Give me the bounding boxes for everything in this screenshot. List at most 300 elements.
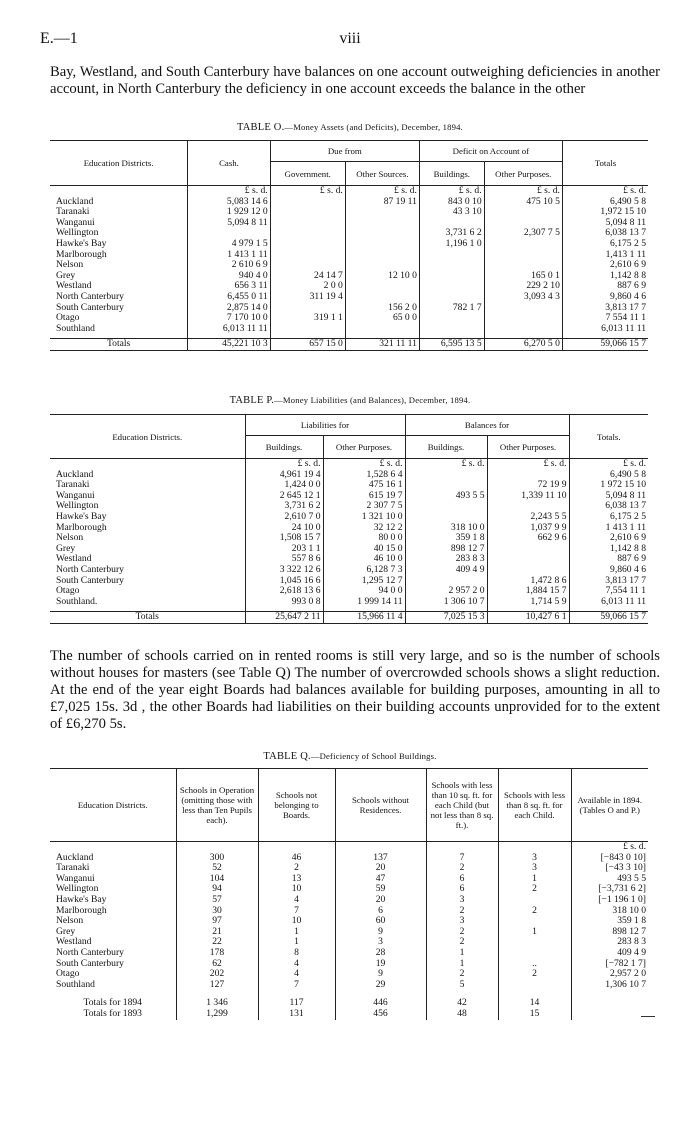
- table-cell: 1,424 0 0: [245, 480, 323, 491]
- table-cell: 178: [176, 948, 258, 959]
- table-o-caption: TABLE O.—Money Assets (and Deficits), December, 1894.: [236, 122, 463, 133]
- table-cell: 6,490 5 8: [569, 470, 648, 481]
- table-cell: 6,038 13 7: [569, 501, 648, 512]
- district-name: Otago: [56, 585, 80, 597]
- table-cell: 156 2 0: [345, 303, 419, 314]
- table-cell: 24 14 7: [270, 271, 345, 282]
- district-name: North Canterbury: [56, 946, 124, 958]
- table-q-header-no-residences: Schools without Residences.: [335, 769, 426, 842]
- unit-label: £ s. d.: [484, 186, 562, 197]
- table-cell: 311 19 4: [270, 292, 345, 303]
- table-cell: 7,554 11 1: [569, 586, 648, 597]
- table-q-header-district: Education Districts.: [77, 800, 148, 810]
- table-cell: [405, 512, 487, 523]
- table-p-caption: TABLE P.—Money Liabilities (and Balances), December, 1894.: [229, 395, 471, 406]
- table-cell: 24 10 0: [245, 523, 323, 534]
- page-end-rule: [641, 1016, 655, 1017]
- table-row: [50, 250, 648, 261]
- table-cell: 887 6 9: [562, 281, 648, 292]
- table-row: [50, 853, 648, 864]
- table-cell: 3: [426, 916, 498, 927]
- table-cell: 28: [335, 948, 426, 959]
- table-row: [50, 916, 648, 927]
- table-cell: 6: [426, 874, 498, 885]
- table-cell: 6,013 11 11: [569, 597, 648, 612]
- table-cell: 5: [426, 980, 498, 999]
- district-name: Southland: [56, 322, 95, 334]
- unit-label: £ s. d.: [270, 186, 345, 197]
- table-o-total-cell: 45,221 10 3: [188, 339, 270, 351]
- table-cell: 104: [176, 874, 258, 885]
- table-cell: 5,083 14 6: [188, 197, 270, 208]
- table-row: [50, 197, 648, 208]
- table-cell: [270, 207, 345, 218]
- table-cell: 4: [258, 959, 335, 970]
- table-cell: 283 8 3: [405, 554, 487, 565]
- district-name: Otago: [56, 312, 80, 324]
- table-cell: 9: [335, 927, 426, 938]
- table-cell: 1: [426, 959, 498, 970]
- table-cell: 1,339 11 10: [487, 491, 569, 502]
- table-cell: 6,175 2 5: [569, 512, 648, 523]
- table-cell: 3,813 17 7: [569, 576, 648, 587]
- district-name: Wanganui: [56, 216, 95, 228]
- table-q-caption: TABLE Q.—Deficiency of School Buildings.: [263, 751, 437, 762]
- table-cell: 1,884 15 7: [487, 586, 569, 597]
- table-cell: 2,243 5 5: [487, 512, 569, 523]
- table-cell: 6,128 7 3: [323, 565, 405, 576]
- table-cell: 1,037 9 9: [487, 523, 569, 534]
- unit-label: £ s. d.: [487, 459, 569, 470]
- table-cell: 203 1 1: [245, 544, 323, 555]
- district-name: Grey: [56, 542, 76, 554]
- table-cell: 2: [498, 969, 571, 980]
- table-cell: 59: [335, 884, 426, 895]
- table-cell: 3,093 4 3: [484, 292, 562, 303]
- report-code: E.—1: [40, 30, 78, 47]
- table-cell: 2,875 14 0: [188, 303, 270, 314]
- table-cell: [419, 281, 484, 292]
- table-cell: [270, 250, 345, 261]
- table-cell: [345, 228, 419, 239]
- table-o-header-due: Due from: [270, 141, 419, 162]
- unit-label: £ s. d.: [345, 186, 419, 197]
- table-o-header-other-purposes: Other Purposes.: [484, 162, 562, 186]
- unit-label: £ s. d.: [245, 459, 323, 470]
- table-cell: [484, 239, 562, 250]
- table-o-total-cell: 6,595 13 5: [419, 339, 484, 351]
- table-cell: [345, 292, 419, 303]
- table-o: [50, 140, 648, 351]
- district-name: Nelson: [56, 915, 84, 927]
- unit-label: £ s. d.: [569, 459, 648, 470]
- table-o-total-cell: 321 11 11: [345, 339, 419, 351]
- table-p-total-cell: 25,647 2 11: [245, 612, 323, 624]
- table-cell: 57: [176, 895, 258, 906]
- table-cell: 1,045 16 6: [245, 576, 323, 587]
- table-cell: [270, 239, 345, 250]
- table-cell: [484, 313, 562, 324]
- table-cell: [419, 250, 484, 261]
- table-o-header-district: Education Districts.: [83, 158, 154, 168]
- table-cell: [270, 197, 345, 208]
- table-cell: 21: [176, 927, 258, 938]
- table-cell: 898 12 7: [405, 544, 487, 555]
- table-cell: [498, 980, 571, 999]
- table-cell: 6,013 11 11: [188, 324, 270, 339]
- table-cell: 1 999 14 11: [323, 597, 405, 612]
- table-row: [50, 948, 648, 959]
- table-o-total-cell: 59,066 15 7: [562, 339, 648, 351]
- table-q-header-not-belonging: Schools not belonging to Boards.: [258, 769, 335, 842]
- table-cell: 5,094 8 11: [569, 491, 648, 502]
- table-cell: 1,528 6 4: [323, 470, 405, 481]
- table-p-header-balances: Balances for: [405, 415, 569, 436]
- table-cell: 52: [176, 863, 258, 874]
- table-cell: 7 170 10 0: [188, 313, 270, 324]
- table-cell: [498, 937, 571, 948]
- table-cell: [487, 544, 569, 555]
- district-name: Westland: [56, 280, 92, 292]
- table-cell: 940 4 0: [188, 271, 270, 282]
- unit-label: £ s. d.: [562, 186, 648, 197]
- table-row: [50, 292, 648, 303]
- table-cell: 1 413 1 11: [569, 523, 648, 534]
- table-p-header-liab-other: Other Purposes.: [323, 436, 405, 459]
- table-cell: 1,972 15 10: [562, 207, 648, 218]
- table-row: [50, 554, 648, 565]
- table-cell: [419, 271, 484, 282]
- table-cell: 318 10 0: [571, 906, 648, 917]
- table-cell: 2: [426, 927, 498, 938]
- district-name: Nelson: [56, 532, 84, 544]
- table-p-header-bal-buildings: Buildings.: [405, 436, 487, 459]
- table-row: [50, 959, 648, 970]
- table-row: [50, 533, 648, 544]
- district-name: Hawke's Bay: [56, 237, 107, 249]
- table-cell: 43 3 10: [419, 207, 484, 218]
- table-cell: 3,731 6 2: [245, 501, 323, 512]
- district-name: Marlborough: [56, 904, 107, 916]
- table-cell: 456: [335, 1009, 426, 1020]
- table-cell: 42: [426, 998, 498, 1009]
- table-cell: 4: [258, 895, 335, 906]
- district-name: Wanganui: [56, 872, 95, 884]
- table-cell: 19: [335, 959, 426, 970]
- table-cell: 80 0 0: [323, 533, 405, 544]
- table-cell: [270, 228, 345, 239]
- table-cell: [345, 207, 419, 218]
- table-cell: 2,618 13 6: [245, 586, 323, 597]
- table-cell: 6: [335, 906, 426, 917]
- table-cell: 20: [335, 895, 426, 906]
- district-name: Auckland: [56, 468, 94, 480]
- table-row: [50, 565, 648, 576]
- table-cell: 1: [258, 937, 335, 948]
- table-o-header-cash: Cash.: [188, 141, 270, 186]
- table-cell: [345, 239, 419, 250]
- table-row: [50, 491, 648, 502]
- table-row: [50, 874, 648, 885]
- table-cell: 46 10 0: [323, 554, 405, 565]
- table-cell: 8: [258, 948, 335, 959]
- table-cell: 30: [176, 906, 258, 917]
- table-cell: 94 0 0: [323, 586, 405, 597]
- table-row: [50, 884, 648, 895]
- district-name: Wellington: [56, 227, 99, 239]
- table-cell: [345, 324, 419, 339]
- district-name: Southland: [56, 978, 95, 990]
- table-cell: 6,175 2 5: [562, 239, 648, 250]
- table-cell: [498, 895, 571, 906]
- table-cell: 1,142 8 8: [569, 544, 648, 555]
- table-cell: 493 5 5: [571, 874, 648, 885]
- table-cell: [345, 281, 419, 292]
- table-cell: 898 12 7: [571, 927, 648, 938]
- table-cell: 1,413 1 11: [562, 250, 648, 261]
- district-name: Hawke's Bay: [56, 893, 107, 905]
- table-cell: 4,961 19 4: [245, 470, 323, 481]
- table-cell: 2: [426, 863, 498, 874]
- table-cell: 1,714 5 9: [487, 597, 569, 612]
- table-cell: 656 3 11: [188, 281, 270, 292]
- table-cell: 1,508 15 7: [245, 533, 323, 544]
- table-row: [50, 895, 648, 906]
- table-cell: 13: [258, 874, 335, 885]
- intro-paragraph: Bay, Westland, and South Canterbury have balances on one account outweighing deficiencies in another account, in North Canterbury the deficiency in one account exceeds the balance in the other: [50, 64, 660, 97]
- district-name: South Canterbury: [56, 957, 124, 969]
- table-cell: 359 1 8: [405, 533, 487, 544]
- district-name: Taranaki: [56, 206, 90, 218]
- table-q: [50, 768, 648, 1020]
- table-cell: [270, 218, 345, 229]
- table-cell: [498, 948, 571, 959]
- table-p-header-liab-buildings: Buildings.: [245, 436, 323, 459]
- table-cell: [−3,731 6 2]: [571, 884, 648, 895]
- table-q-header-less-8sqft: Schools with less than 8 sq. ft. for each Child.: [498, 769, 571, 842]
- table-q-header-less-10sqft: Schools with less than 10 sq. ft. for each Child (but not less than 8 sq. ft.).: [426, 769, 498, 842]
- table-cell: 4 979 1 5: [188, 239, 270, 250]
- table-row: [50, 239, 648, 250]
- table-cell: 97: [176, 916, 258, 927]
- table-cell: 1 929 12 0: [188, 207, 270, 218]
- table-row: [50, 937, 648, 948]
- table-o-totals-label: Totals: [106, 338, 131, 350]
- table-cell: 20: [335, 863, 426, 874]
- table-cell: 2 610 6 9: [188, 260, 270, 271]
- table-cell: 32 12 2: [323, 523, 405, 534]
- page-number: viii: [339, 30, 361, 47]
- table-row: [50, 597, 648, 612]
- table-cell: [487, 565, 569, 576]
- table-cell: 47: [335, 874, 426, 885]
- table-cell: 65 0 0: [345, 313, 419, 324]
- table-cell: 2 307 7 5: [323, 501, 405, 512]
- table-cell: 2,957 2 0: [571, 969, 648, 980]
- table-row: [50, 863, 648, 874]
- table-row: [50, 303, 648, 314]
- table-cell: 1 413 1 11: [188, 250, 270, 261]
- table-row: [50, 324, 648, 339]
- table-cell: 131: [258, 1009, 335, 1020]
- table-cell: 1,472 8 6: [487, 576, 569, 587]
- unit-label: £ s. d.: [419, 186, 484, 197]
- district-name: Grey: [56, 269, 76, 281]
- table-q-header-available: Available in 1894. (Tables O and P.): [571, 769, 648, 842]
- table-cell: 7: [258, 980, 335, 999]
- table-p-totals-label: Totals: [135, 611, 159, 623]
- table-cell: 2,307 7 5: [484, 228, 562, 239]
- table-cell: [484, 324, 562, 339]
- table-cell: 137: [335, 853, 426, 864]
- district-name: North Canterbury: [56, 563, 124, 575]
- table-totals-row: [50, 1009, 648, 1020]
- table-cell: [484, 250, 562, 261]
- table-cell: ..: [498, 959, 571, 970]
- table-cell: 557 8 6: [245, 554, 323, 565]
- table-cell: [571, 998, 648, 1009]
- table-cell: 3: [498, 863, 571, 874]
- table-cell: 6,455 0 11: [188, 292, 270, 303]
- table-cell: 2: [498, 884, 571, 895]
- table-cell: [270, 324, 345, 339]
- table-cell: 615 19 7: [323, 491, 405, 502]
- district-name: Auckland: [56, 195, 94, 207]
- table-p-total-cell: 10,427 6 1: [487, 612, 569, 624]
- district-name: Totals for 1893: [83, 1007, 142, 1019]
- table-cell: 94: [176, 884, 258, 895]
- table-p-header-bal-other: Other Purposes.: [487, 436, 569, 459]
- table-cell: 10: [258, 916, 335, 927]
- unit-label: £ s. d.: [323, 459, 405, 470]
- table-cell: 843 0 10: [419, 197, 484, 208]
- table-cell: 3: [498, 853, 571, 864]
- district-name: Westland: [56, 936, 92, 948]
- table-cell: 2 957 2 0: [405, 586, 487, 597]
- table-o-total-cell: 657 15 0: [270, 339, 345, 351]
- table-cell: 446: [335, 998, 426, 1009]
- table-cell: 60: [335, 916, 426, 927]
- table-o-header-government: Government.: [270, 162, 345, 186]
- page-header: [40, 30, 660, 50]
- table-cell: [−43 3 10]: [571, 863, 648, 874]
- district-name: Otago: [56, 968, 80, 980]
- table-p-header-totals: Totals.: [569, 415, 648, 459]
- table-cell: 1 306 10 7: [405, 597, 487, 612]
- table-cell: 15: [498, 1009, 571, 1020]
- table-cell: 5,094 8 11: [188, 218, 270, 229]
- table-cell: 1,306 10 7: [571, 980, 648, 999]
- table-cell: [419, 324, 484, 339]
- table-cell: 2 645 12 1: [245, 491, 323, 502]
- table-row: [50, 512, 648, 523]
- body-paragraph: The number of schools carried on in rented rooms is still very large, and so is the number of schools without houses for masters (see Table Q) The number of overcrowded schools shows a slight reduction. At the end of the year eight Boards had balances available for building purposes, amounting in all to £7,025 15s. 3d , the other Boards had liabilities on their building accounts unprovided for to the extent of £6,270 5s.: [50, 648, 660, 732]
- table-cell: 14: [498, 998, 571, 1009]
- table-p: [50, 414, 648, 624]
- table-cell: 409 4 9: [571, 948, 648, 959]
- district-name: Westland: [56, 553, 92, 565]
- table-cell: 7: [258, 906, 335, 917]
- table-cell: 2,610 7 0: [245, 512, 323, 523]
- table-cell: 493 5 5: [405, 491, 487, 502]
- table-cell: [405, 501, 487, 512]
- table-cell: [405, 470, 487, 481]
- table-cell: 9,860 4 6: [562, 292, 648, 303]
- table-cell: [419, 260, 484, 271]
- district-name: Auckland: [56, 851, 94, 863]
- table-cell: 475 10 5: [484, 197, 562, 208]
- table-row: [50, 207, 648, 218]
- district-name: Grey: [56, 925, 76, 937]
- unit-label: £ s. d.: [188, 186, 270, 197]
- table-cell: 782 1 7: [419, 303, 484, 314]
- table-cell: 3,813 17 7: [562, 303, 648, 314]
- table-o-header-buildings: Buildings.: [419, 162, 484, 186]
- table-cell: [345, 218, 419, 229]
- table-cell: 229 2 10: [484, 281, 562, 292]
- district-name: South Canterbury: [56, 301, 124, 313]
- table-cell: 318 10 0: [405, 523, 487, 534]
- table-cell: [571, 1009, 648, 1020]
- table-cell: 117: [258, 998, 335, 1009]
- table-p-total-cell: 59,066 15 7: [569, 612, 648, 624]
- table-row: [50, 969, 648, 980]
- table-cell: 2: [426, 937, 498, 948]
- table-cell: 2: [258, 863, 335, 874]
- table-q-header-rented: Schools in Operation (omitting those with less than Ten Pupils each).: [176, 769, 258, 842]
- table-p-total-cell: 15,966 11 4: [323, 612, 405, 624]
- district-name: Wellington: [56, 883, 99, 895]
- table-cell: 1,299: [176, 1009, 258, 1020]
- table-cell: [419, 292, 484, 303]
- table-cell: 1 321 10 0: [323, 512, 405, 523]
- table-row: [50, 313, 648, 324]
- district-name: Marlborough: [56, 248, 107, 260]
- table-cell: 2: [498, 906, 571, 917]
- table-o-header-deficit: Deficit on Account of: [419, 141, 562, 162]
- table-cell: 2: [426, 906, 498, 917]
- table-row: [50, 544, 648, 555]
- table-row: [50, 906, 648, 917]
- table-cell: 165 0 1: [484, 271, 562, 282]
- table-cell: 3,731 6 2: [419, 228, 484, 239]
- table-cell: [484, 207, 562, 218]
- table-cell: 6,038 13 7: [562, 228, 648, 239]
- table-cell: 1: [498, 874, 571, 885]
- table-o-total-cell: 6,270 5 0: [484, 339, 562, 351]
- table-cell: 62: [176, 959, 258, 970]
- table-cell: 319 1 1: [270, 313, 345, 324]
- table-p-header-district: Education Districts.: [112, 431, 183, 442]
- table-cell: 87 19 11: [345, 197, 419, 208]
- district-name: Wanganui: [56, 489, 95, 501]
- table-cell: 1,196 1 0: [419, 239, 484, 250]
- table-cell: [−1 196 1 0]: [571, 895, 648, 906]
- table-cell: 300: [176, 853, 258, 864]
- district-name: Nelson: [56, 259, 84, 271]
- table-cell: 1: [426, 948, 498, 959]
- table-cell: 9: [335, 969, 426, 980]
- table-cell: 662 9 6: [487, 533, 569, 544]
- table-row: [50, 927, 648, 938]
- table-cell: 3 322 12 6: [245, 565, 323, 576]
- table-cell: 10: [258, 884, 335, 895]
- table-row: [50, 228, 648, 239]
- table-cell: 283 8 3: [571, 937, 648, 948]
- table-cell: 1: [498, 927, 571, 938]
- table-p-header-liabilities: Liabilities for: [245, 415, 405, 436]
- district-name: Taranaki: [56, 862, 90, 874]
